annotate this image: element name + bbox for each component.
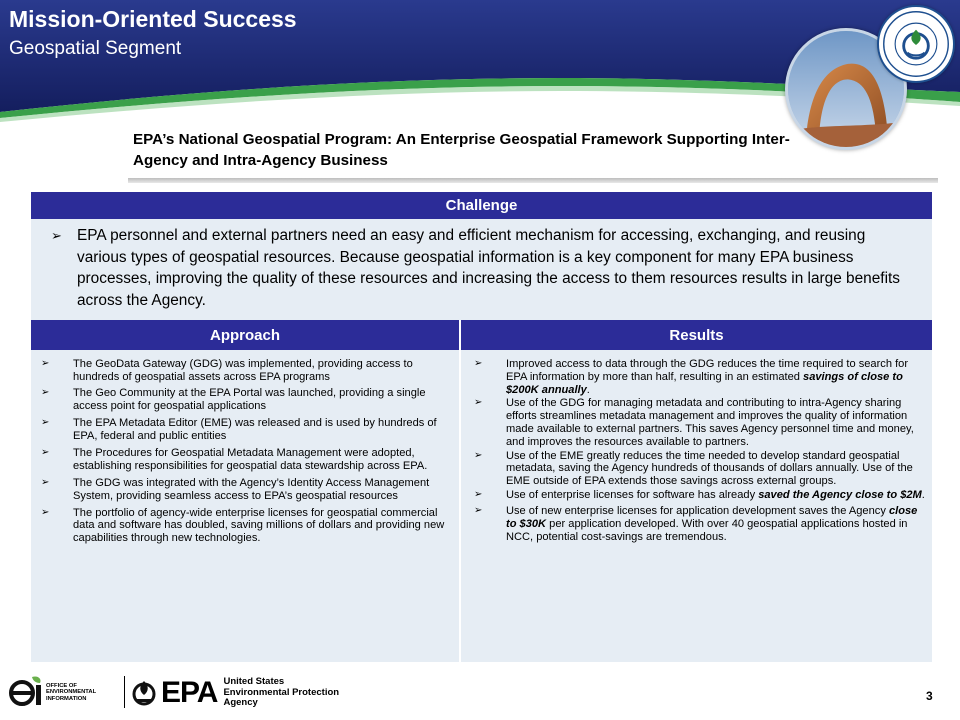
results-panel bbox=[461, 350, 932, 662]
slide-subtitle: EPA’s National Geospatial Program: An Enterprise Geospatial Framework Supporting Inter-Agency and Intra-Agency Business bbox=[133, 131, 790, 169]
epa-text-line: United States bbox=[223, 676, 285, 688]
list-item bbox=[474, 397, 926, 449]
oei-logo bbox=[8, 673, 126, 711]
epa-text-line: Environmental Protection bbox=[223, 686, 340, 698]
list-item-text: The GDG was integrated with the Agency’s Identity Access Management System, providing seamless access to EPA’s geospatial resources bbox=[73, 477, 430, 503]
list-item bbox=[41, 387, 453, 413]
list-item-emphasis: savings of close to $200K annually bbox=[506, 370, 903, 396]
list-item-text: . bbox=[921, 488, 925, 501]
list-item bbox=[41, 477, 453, 503]
epa-wordmark: EPA bbox=[161, 676, 218, 709]
page-number: 3 bbox=[926, 689, 933, 703]
epa-flower-icon bbox=[130, 679, 158, 707]
list-item bbox=[41, 358, 453, 384]
arrow-bullet-icon: ➢ bbox=[41, 416, 50, 428]
approach-header: Approach bbox=[31, 320, 459, 350]
list-item-text: . bbox=[586, 383, 590, 396]
arrow-bullet-icon: ➢ bbox=[474, 504, 483, 516]
oei-text-line: OFFICE OF bbox=[46, 683, 77, 689]
list-item-text: The EPA Metadata Editor (EME) was released and is used by hundreds of EPA, federal and public entities bbox=[73, 416, 437, 442]
list-item-emphasis: close to $30K bbox=[506, 504, 918, 530]
list-item-text: The Procedures for Geospatial Metadata Management were adopted, establishing responsibilities for geospatial data stewardship across EPA. bbox=[73, 447, 428, 473]
approach-list bbox=[41, 358, 453, 549]
results-header: Results bbox=[461, 320, 932, 350]
list-item bbox=[474, 489, 926, 502]
oei-mark-icon bbox=[8, 673, 44, 709]
list-item bbox=[474, 505, 926, 544]
challenge-panel bbox=[31, 219, 932, 320]
arrow-bullet-icon: ➢ bbox=[41, 358, 50, 369]
subtitle-divider bbox=[128, 178, 938, 183]
list-item-text: The portfolio of agency-wide enterprise licenses for geospatial commercial data and software has doubled, saving millions of dollars and providing new capabilities through new technologies. bbox=[73, 506, 445, 545]
arrow-bullet-icon: ➢ bbox=[41, 506, 50, 518]
epa-logo bbox=[130, 675, 339, 711]
epa-seal-icon bbox=[877, 5, 955, 83]
challenge-item bbox=[49, 225, 919, 311]
list-item-text: The GeoData Gateway (GDG) was implemented, providing access to hundreds of geospatial assets across EPA programs bbox=[73, 358, 413, 383]
arrow-bullet-icon: ➢ bbox=[41, 387, 50, 399]
list-item-text: Improved access to data through the GDG reduces the time required to search for EPA information by more than half, resulting in an estimated bbox=[506, 358, 909, 383]
challenge-text: EPA personnel and external partners need an easy and efficient mechanism for accessing, exchanging, and reusing various types of geospatial resources. Because geospatial information is a key component for many EPA business processes, improving the quality of these resources and increasing the access to them resources results in large benefits across the Agency. bbox=[77, 227, 900, 309]
oei-text-line: ENVIRONMENTAL bbox=[46, 689, 97, 696]
list-item bbox=[474, 450, 926, 489]
list-item bbox=[474, 358, 926, 397]
results-list bbox=[474, 358, 926, 544]
list-item-text: per application developed. With over 40 geospatial applications hosted in NCC, potential cost-savings are tremendous. bbox=[506, 517, 908, 543]
list-item-emphasis: saved the Agency close to $2M bbox=[758, 488, 922, 501]
arrow-bullet-icon: ➢ bbox=[41, 447, 50, 459]
oei-text bbox=[46, 683, 96, 702]
list-item-text: Use of enterprise licenses for software has already bbox=[506, 488, 759, 501]
slide-section: Geospatial Segment bbox=[9, 38, 182, 59]
list-item-text: Use of the EME greatly reduces the time needed to develop standard geospatial metadata, saving the Agency hundreds of thousands of dollars annually. Use of the EME outside of EPA extends those savings across external groups. bbox=[506, 449, 913, 488]
epa-agency-name bbox=[223, 677, 339, 709]
oei-text-line: INFORMATION bbox=[46, 695, 87, 702]
arrow-bullet-icon: ➢ bbox=[474, 397, 483, 409]
approach-panel bbox=[31, 350, 459, 662]
arrow-bullet-icon: ➢ bbox=[51, 228, 62, 243]
list-item-text: The Geo Community at the EPA Portal was launched, providing a single access point for geospatial applications bbox=[73, 387, 426, 413]
challenge-header: Challenge bbox=[31, 192, 932, 219]
arrow-bullet-icon: ➢ bbox=[41, 477, 50, 489]
list-item-text: Use of new enterprise licenses for application development saves the Agency bbox=[506, 504, 889, 517]
list-item bbox=[41, 447, 453, 473]
list-item-text: Use of the GDG for managing metadata and contributing to intra-Agency sharing efforts streamlines metadata management and improves the quality of information made available to external partners. This saves Agency personnel time and money, and improves the resources available to partners. bbox=[506, 397, 914, 449]
arrow-bullet-icon: ➢ bbox=[474, 449, 483, 461]
epa-text-line: Agency bbox=[223, 697, 258, 709]
footer-divider bbox=[124, 676, 125, 708]
arrow-bullet-icon: ➢ bbox=[474, 488, 483, 500]
list-item bbox=[41, 507, 453, 546]
list-item bbox=[41, 417, 453, 443]
slide-title: Mission-Oriented Success bbox=[9, 6, 297, 32]
arrow-bullet-icon: ➢ bbox=[474, 358, 483, 369]
